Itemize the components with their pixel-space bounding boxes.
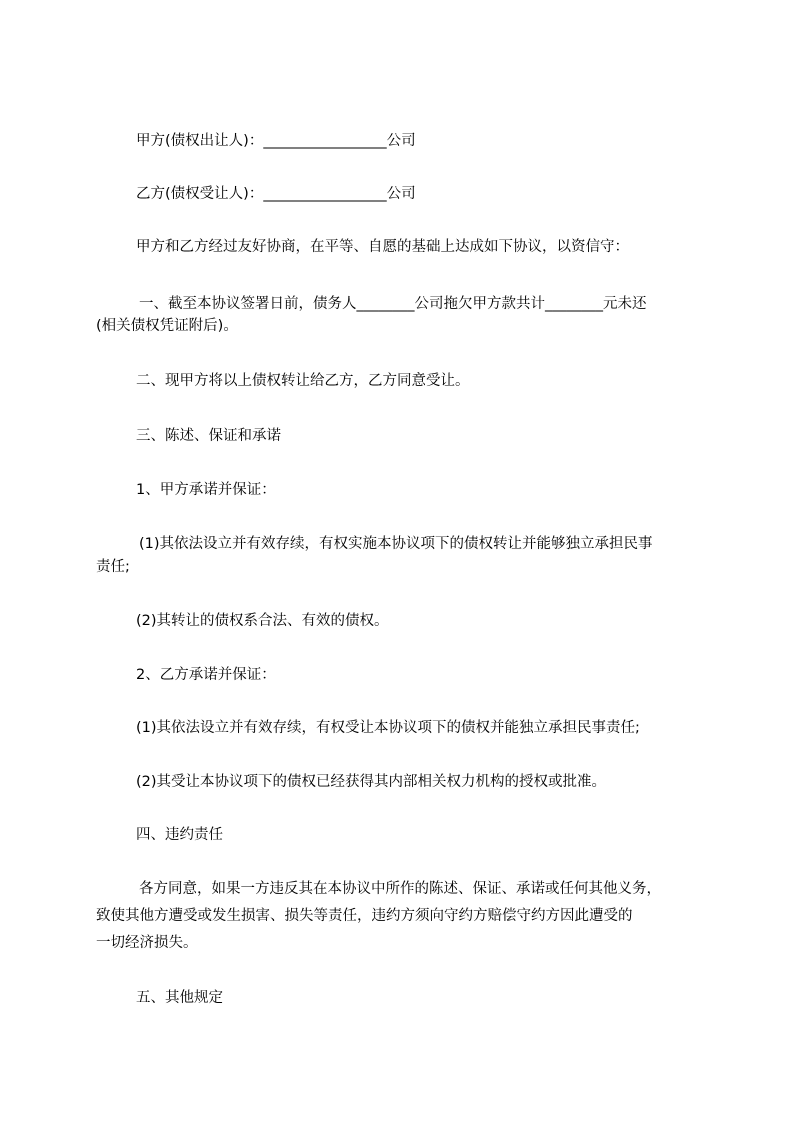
clause1-blank-amount: ________ — [545, 296, 603, 312]
clause3-heading: 三、陈述、保证和承诺 — [136, 428, 281, 444]
clause3-1-item2: (2)其转让的债权系合法、有效的债权。 — [136, 613, 389, 629]
clause1-text-c: 元未还 — [603, 296, 647, 312]
clause4-heading: 四、违约责任 — [136, 827, 223, 843]
party-b-suffix: 公司 — [386, 186, 416, 202]
clause2-paragraph: 二、现甲方将以上债权转让给乙方，乙方同意受让。 — [136, 373, 470, 389]
clause5-heading: 五、其他规定 — [136, 990, 223, 1006]
clause1-text-b: 公司拖欠甲方款共计 — [414, 296, 545, 312]
clause1-line2: (相关债权凭证附后)。 — [96, 318, 238, 334]
clause3-2-heading: 2、乙方承诺并保证： — [136, 667, 276, 683]
clause3-2-item2: (2)其受让本协议项下的债权已经获得其内部相关权力机构的授权或批准。 — [136, 774, 607, 790]
party-a-blank: _________________ — [263, 133, 387, 149]
party-b-blank: _________________ — [263, 186, 387, 202]
clause1-text-a: 一、截至本协议签署日前，债务人 — [139, 296, 357, 312]
intro-paragraph: 甲方和乙方经过友好协商，在平等、自愿的基础上达成如下协议，以资信守： — [136, 239, 629, 255]
party-a-label: 甲方(债权出让人)： — [136, 133, 264, 149]
party-b-line — [136, 184, 416, 204]
party-b-label: 乙方(债权受让人)： — [136, 186, 264, 202]
party-a-suffix: 公司 — [386, 133, 416, 149]
clause1-blank-debtor: ________ — [356, 296, 415, 312]
clause4-line3: 一切经济损失。 — [96, 935, 198, 951]
party-a-line — [136, 131, 416, 151]
clause3-1-item1-line1: (1)其依法设立并有效存续，有权实施本协议项下的债权转让并能够独立承担民事 — [139, 536, 653, 552]
clause4-line2: 致使其他方遭受或发生损害、损失等责任，违约方须向守约方赔偿守约方因此遭受的 — [96, 908, 633, 924]
clause3-2-item1: (1)其依法设立并有效存续，有权受让本协议项下的债权并能独立承担民事责任; — [136, 720, 640, 736]
clause3-1-item1-line2: 责任; — [96, 559, 130, 575]
clause4-line1: 各方同意，如果一方违反其在本协议中所作的陈述、保证、承诺或任何其他义务， — [139, 881, 661, 897]
clause1-line1 — [139, 294, 647, 314]
clause3-1-heading: 1、甲方承诺并保证： — [136, 482, 276, 498]
